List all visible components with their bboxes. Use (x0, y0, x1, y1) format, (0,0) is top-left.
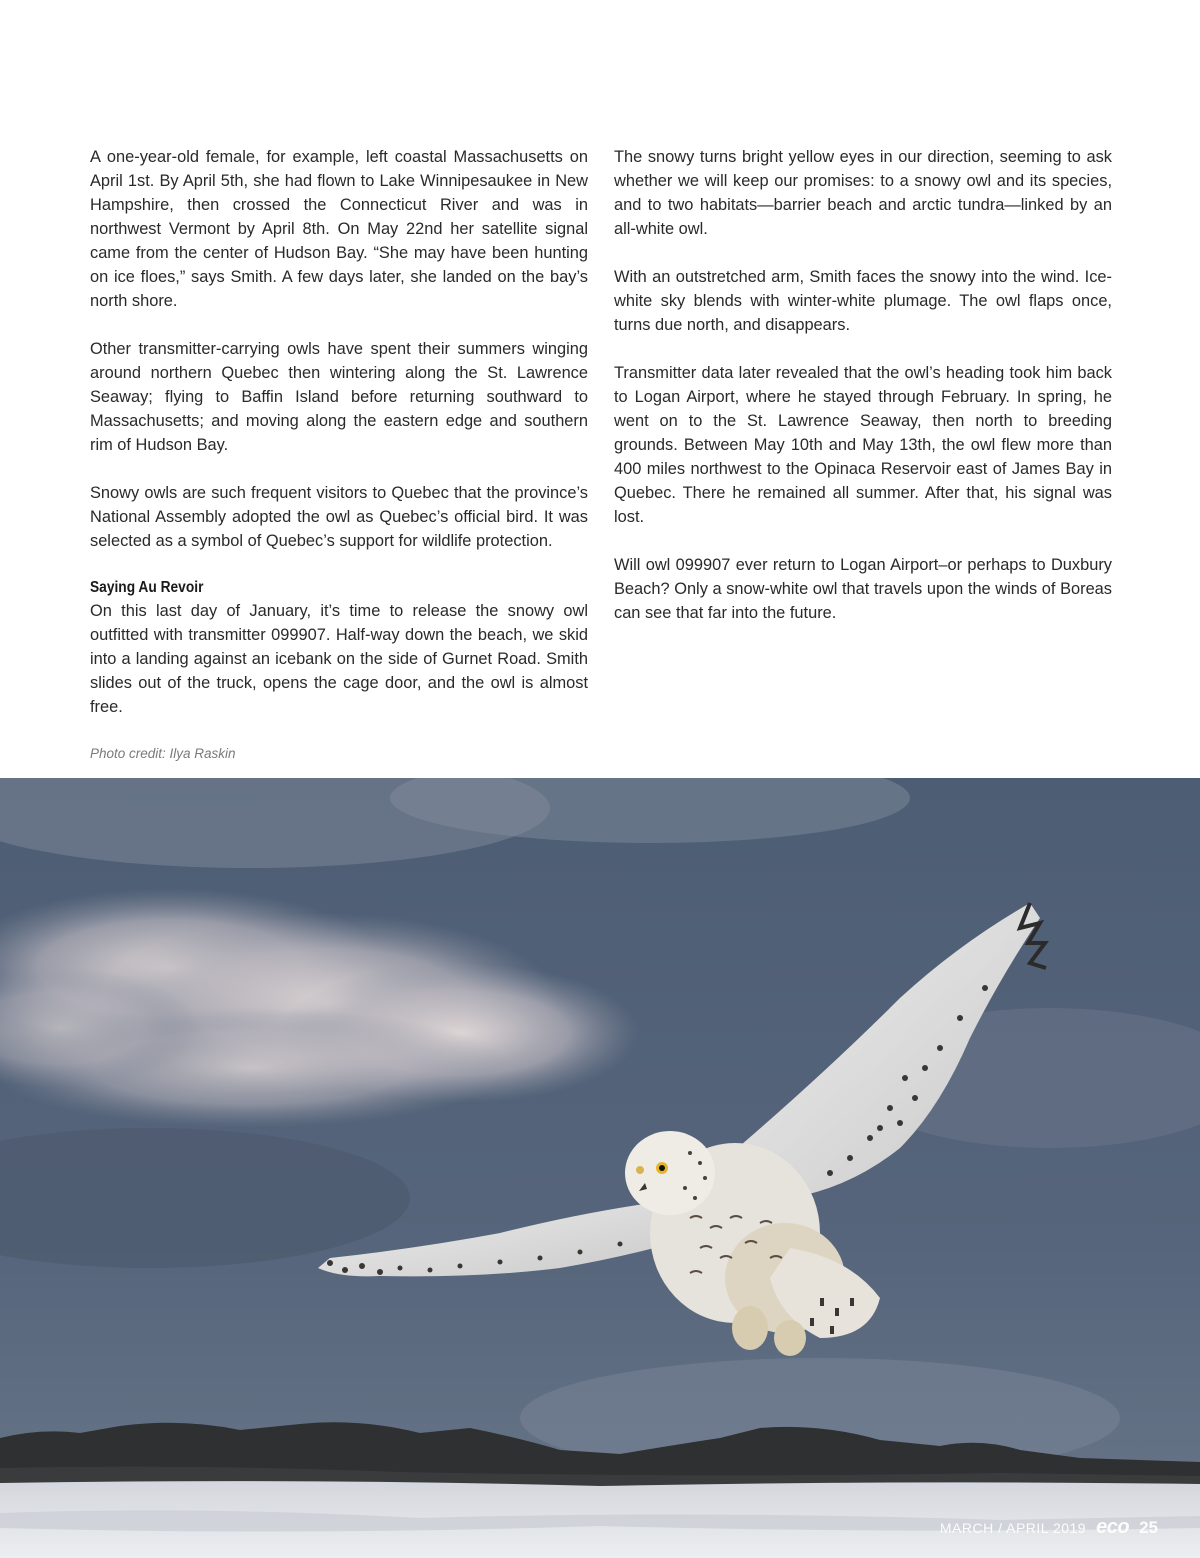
section-heading: Saying Au Revoir (90, 579, 204, 596)
column-left (90, 145, 588, 716)
page-number: 25 (1139, 1518, 1158, 1537)
paragraph: Will owl 099907 ever return to Logan Airport–or perhaps to Duxbury Beach? Only a snow-white owl that travels upon the winds of Boreas can see that far into the future. (614, 556, 1112, 622)
paragraph: The snowy turns bright yellow eyes in our direction, seeming to ask whether we will keep our promises: to a snowy owl and its species, and to two habitats—barrier beach and arctic tundra—linked by an all-white owl. (614, 148, 1112, 238)
paragraph: Snowy owls are such frequent visitors to Quebec that the province’s National Assembly adopted the owl as Quebec’s official bird. It was selected as a symbol of Quebec’s support for wildlife protection. (90, 484, 588, 550)
paragraph: With an outstretched arm, Smith faces the snowy into the wind. Ice-white sky blends with winter-white plumage. The owl flaps once, turns due north, and disappears. (614, 268, 1112, 334)
magazine-logo: eco (1096, 1516, 1130, 1538)
paragraph: Other transmitter-carrying owls have spent their summers winging around northern Quebec then wintering along the St. Lawrence Seaway; flying to Baffin Island before returning southward to Massachusetts; and moving along the eastern edge and southern rim of Hudson Bay. (90, 340, 588, 454)
page-folio (940, 1516, 1158, 1539)
article-columns (90, 145, 1112, 716)
paragraph: On this last day of January, it’s time to release the snowy owl outfitted with transmitter 099907. Half-way down the beach, we skid into a landing against an icebank on the side of Gurnet Road. Smith slides out of the truck, opens the cage door, and the owl is almost free. (90, 602, 588, 716)
column-right (614, 145, 1112, 705)
issue-date: MARCH / APRIL 2019 (939, 1520, 1087, 1536)
paragraph: Transmitter data later revealed that the owl’s heading took him back to Logan Airport, where he stayed through February. In spring, he went on to the St. Lawrence Seaway, then north to breeding grounds. Between May 10th and May 13th, the owl flew more than 400 miles northwest to the Opinaca Reservoir east of James Bay in Quebec. There he remained all summer. After that, his signal was lost. (614, 364, 1112, 526)
photo-credit: Photo credit: Ilya Raskin (90, 746, 236, 761)
owl-flight-illustration (0, 778, 1200, 1558)
paragraph: A one-year-old female, for example, left coastal Massachusetts on April 1st. By April 5th, she had flown to Lake Winnipesaukee in New Hampshire, then crossed the Connecticut River and was in northwest Vermont by April 8th. On May 22nd her satellite signal came from the center of Hudson Bay. “She may have been hunting on ice floes,” says Smith. A few days later, she landed on the bay’s north shore. (90, 148, 588, 310)
snowy-owl-photo (0, 778, 1200, 1558)
